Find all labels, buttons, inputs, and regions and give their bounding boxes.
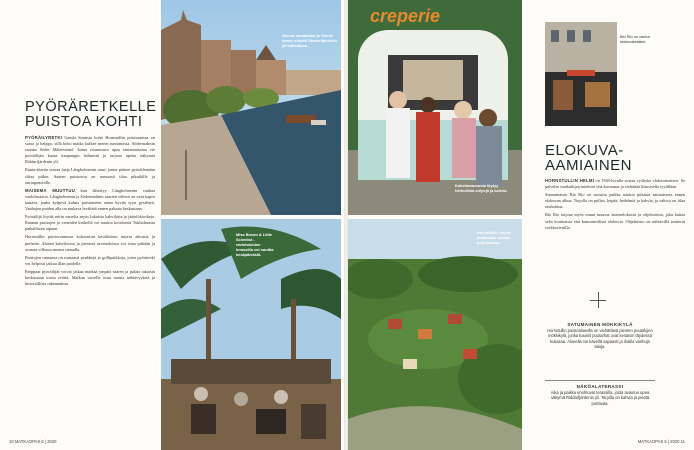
caption-park: Hornstullin vehreä puistoalue rannan tuntumassa. [477,230,512,245]
right-folio: MATKAOPAS 5 | 2020 11 [637,439,685,444]
para-text: Reippaat pyöräilijät voivat jatkaa matkaa ympäri saaren ja palata takaisin keskustaan toista reittiä. Matkan varrelle osuu monia nähtävyyksiä ja historiallisia rakennuksia. [25,268,155,287]
sidebox-divider [545,380,655,381]
para-lead: HORNSTULLIN HELMI [545,178,595,183]
creperie-sign: creperie [370,6,441,26]
para-text: Pyöräilijä löytää reitin varrelta myös lukuisia kahviloita ja jäätelökioskeja. Rannan puistojen ja veneiden keskellä voi nauttia kesäisestä Tukholmasta paikallisten tapaan. [25,214,155,232]
sidebox-text: Aika ja paikka unohtuvat terassilla, josta avautuu upea näkymä Riddarfjärdenin yli. Tarjolla on kahvia ja pientä purtavaa. [550,390,650,406]
para-text: Hornstullin puistorannassa kokoontuu kesäiltaisin nuoria aikuisia ja perheitä. Alueen kahviloissa ja pienissä ravintoloissa voi istua pitkään ja seurata vilkasta menoa rannalla. [25,234,155,252]
para-text: Sunnuntaisin Bio Rio on suosittu paikka nauttia pitkästä aamiaisesta ennen elokuvan alkua. Tarjolla on pullaa, leipää, hedelmiä ja kahvia, ja salissa on tilaa rauhoittua. [545,192,685,210]
photo-park-aerial [348,219,522,450]
para-lead: PYÖRÄILYRETKI [25,135,63,140]
caption-waterfront: Noorat rantakadut ja Gamla stanin siluetti Riddarfjärdenin yli katsottuna. [282,33,337,48]
left-body-text [25,135,155,440]
photo-bio-rio [545,22,617,126]
para-text: Bio Rio tarjoaa myös muun muassa lastenelokuvia ja ohjelmistoa, joka kattaa sekä kotimaisia että kansainvälisiä elokuvia. Ohjelmisto on nähtävillä teatterin verkkosivuilla. [545,212,685,230]
right-body-text [545,178,685,288]
para-text: Puistojen rannassa on runsaasti penkkejä ja grillipaikkoja, joten pyöräretki voi helposti jatkua illan puolelle. [25,254,155,266]
para-text: Ranta-aluetta seuraa laaja Långholmenin saari, jonne pääsee pyöräilemään siltaa pitkin. Saaren puistoissa on runsaasti tilaa piknikille ja auringonotolle. [25,167,155,185]
right-headline: ELOKUVA-AAMIAINEN [545,142,633,174]
caption-creperie: Kahvilavaunusta löytyy herkullisia crêpejä ja kahvia. [455,183,508,193]
bio-rio-illustration [545,22,617,126]
left-headline: PYÖRÄRETKELLE PUISTOA KOHTI [25,99,157,130]
caption-terrace: Miss Brown & Little Scientist -ravintoloiden terassilla voi nauttia kesäpäivästä. [236,232,274,257]
para-text: on 1940-luvulla avattu vyöhyke elokuvateatteri. Se palvelee matkailijan mielestä yhä kuvaansa ja viehättää klassisella tyylillään. [545,178,685,190]
sidebox-heading: SATUMAINEN MÖKKIKYLÄ [567,322,633,327]
caption-bio-rio: Bio Rio on vanha elokuvateatteri. [620,34,650,44]
sidebox-view-terrace [545,384,655,406]
sidebox-heading: NÄKÖALATERASSI [576,384,624,389]
para-lead: MAISEMA MUUTTUU [25,187,75,193]
left-folio: 10 MATKAOPAS 5 | 2020 [9,439,57,444]
para-text: Gamla Stanista kohti Hornstullin puistorantaa on suora ja helppo, sillä koko matka kulkee meren tuntumassa. Södermalmin rannan Söder Mälarstrand -katua reunustava upea rantamaisema vie pyöräilijän kauas kaupungin hälinästä ja tarjoaa upeita näkymiä Riddarfjärdenin yli. [25,135,155,165]
sidebox-cottage-village [545,322,655,349]
sidebox-text: Hornstullin puistoalueella on viehättävä pienten puutalojen mökkikylä, jonka kauniit puutarhat ovat kesäisin täydessä kukassa. Alueella voi kävellä vapaasti ja ihailla vanhoja taloja. [547,328,653,349]
para-text: kun lähestyy Långholmenin vanhaa vankilasaarta. Långholmenin ja Södermalmin saarten välissä on vain kapea kanava, jonka kylpevä kulma puistoineen antaa hyvän syyn pysähtyä. Vanhojen puiden alla on mukava levähtää ennen paluuta keskustaan. [25,187,155,212]
plus-divider-icon [590,292,606,308]
park-illustration [348,219,522,450]
